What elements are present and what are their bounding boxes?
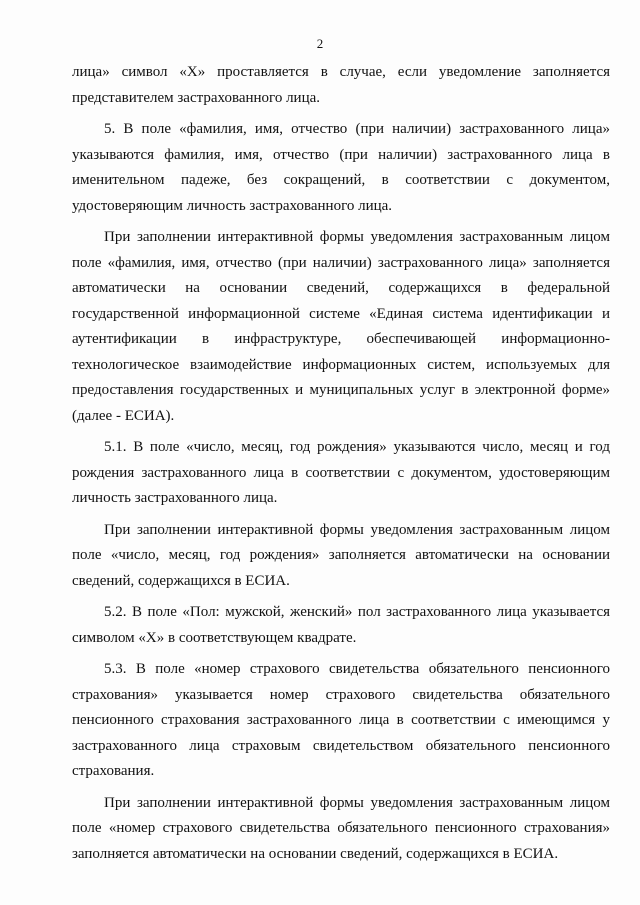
paragraph-item-5-1-autofill: При заполнении интерактивной формы уведомления застрахованным лицом поле «число, месяц, год рождения» заполняется автоматически на основании сведений, содержащихся в ЕСИА. — [72, 521, 610, 589]
paragraph-item-5-3: 5.3. В поле «номер страхового свидетельства обязательного пенсионного страхования» указывается номер страхового свидетельства обязательного пенсионного страхования застрахованного лица в соответствии с имеющимся у застрахованного лица страховым свидетельством обязательного пенсионного страхования. — [72, 661, 610, 779]
document-body — [72, 60, 610, 873]
page-number: 2 — [316, 36, 324, 51]
paragraph-item-5-3-autofill: При заполнении интерактивной формы уведомления застрахованным лицом поле «номер страхового свидетельства обязательного пенсионного страхования» заполняется автоматически на основании сведений, содержащихся в ЕСИА. — [72, 794, 610, 862]
paragraph-continuation: лица» символ «Х» проставляется в случае, если уведомление заполняется представителем застрахованного лица. — [72, 64, 610, 106]
paragraph-item-5-2: 5.2. В поле «Пол: мужской, женский» пол застрахованного лица указывается символом «Х» в соответствующем квадрате. — [72, 604, 610, 646]
paragraph-item-5: 5. В поле «фамилия, имя, отчество (при наличии) застрахованного лица» указываются фамилия, имя, отчество (при наличии) застрахованного лица в именительном падеже, без сокращений, в соответствии с документом, удостоверяющим личность застрахованного лица. — [72, 121, 610, 214]
paragraph-item-5-1: 5.1. В поле «число, месяц, год рождения» указываются число, месяц и год рождения застрахованного лица в соответствии с документом, удостоверяющим личность застрахованного лица. — [72, 439, 610, 506]
paragraph-item-5-autofill: При заполнении интерактивной формы уведомления застрахованным лицом поле «фамилия, имя, отчество (при наличии) застрахованного лица» заполняется автоматически на основании сведений, содержащихся в федеральной государственной информационной системе «Единая система идентификации и аутентификации в инфраструктуре, обеспечивающей информационно-технологическое взаимодействие информационных систем, используемых для предоставления государственных и муниципальных услуг в электронной форме» (далее - ЕСИА). — [72, 229, 610, 424]
